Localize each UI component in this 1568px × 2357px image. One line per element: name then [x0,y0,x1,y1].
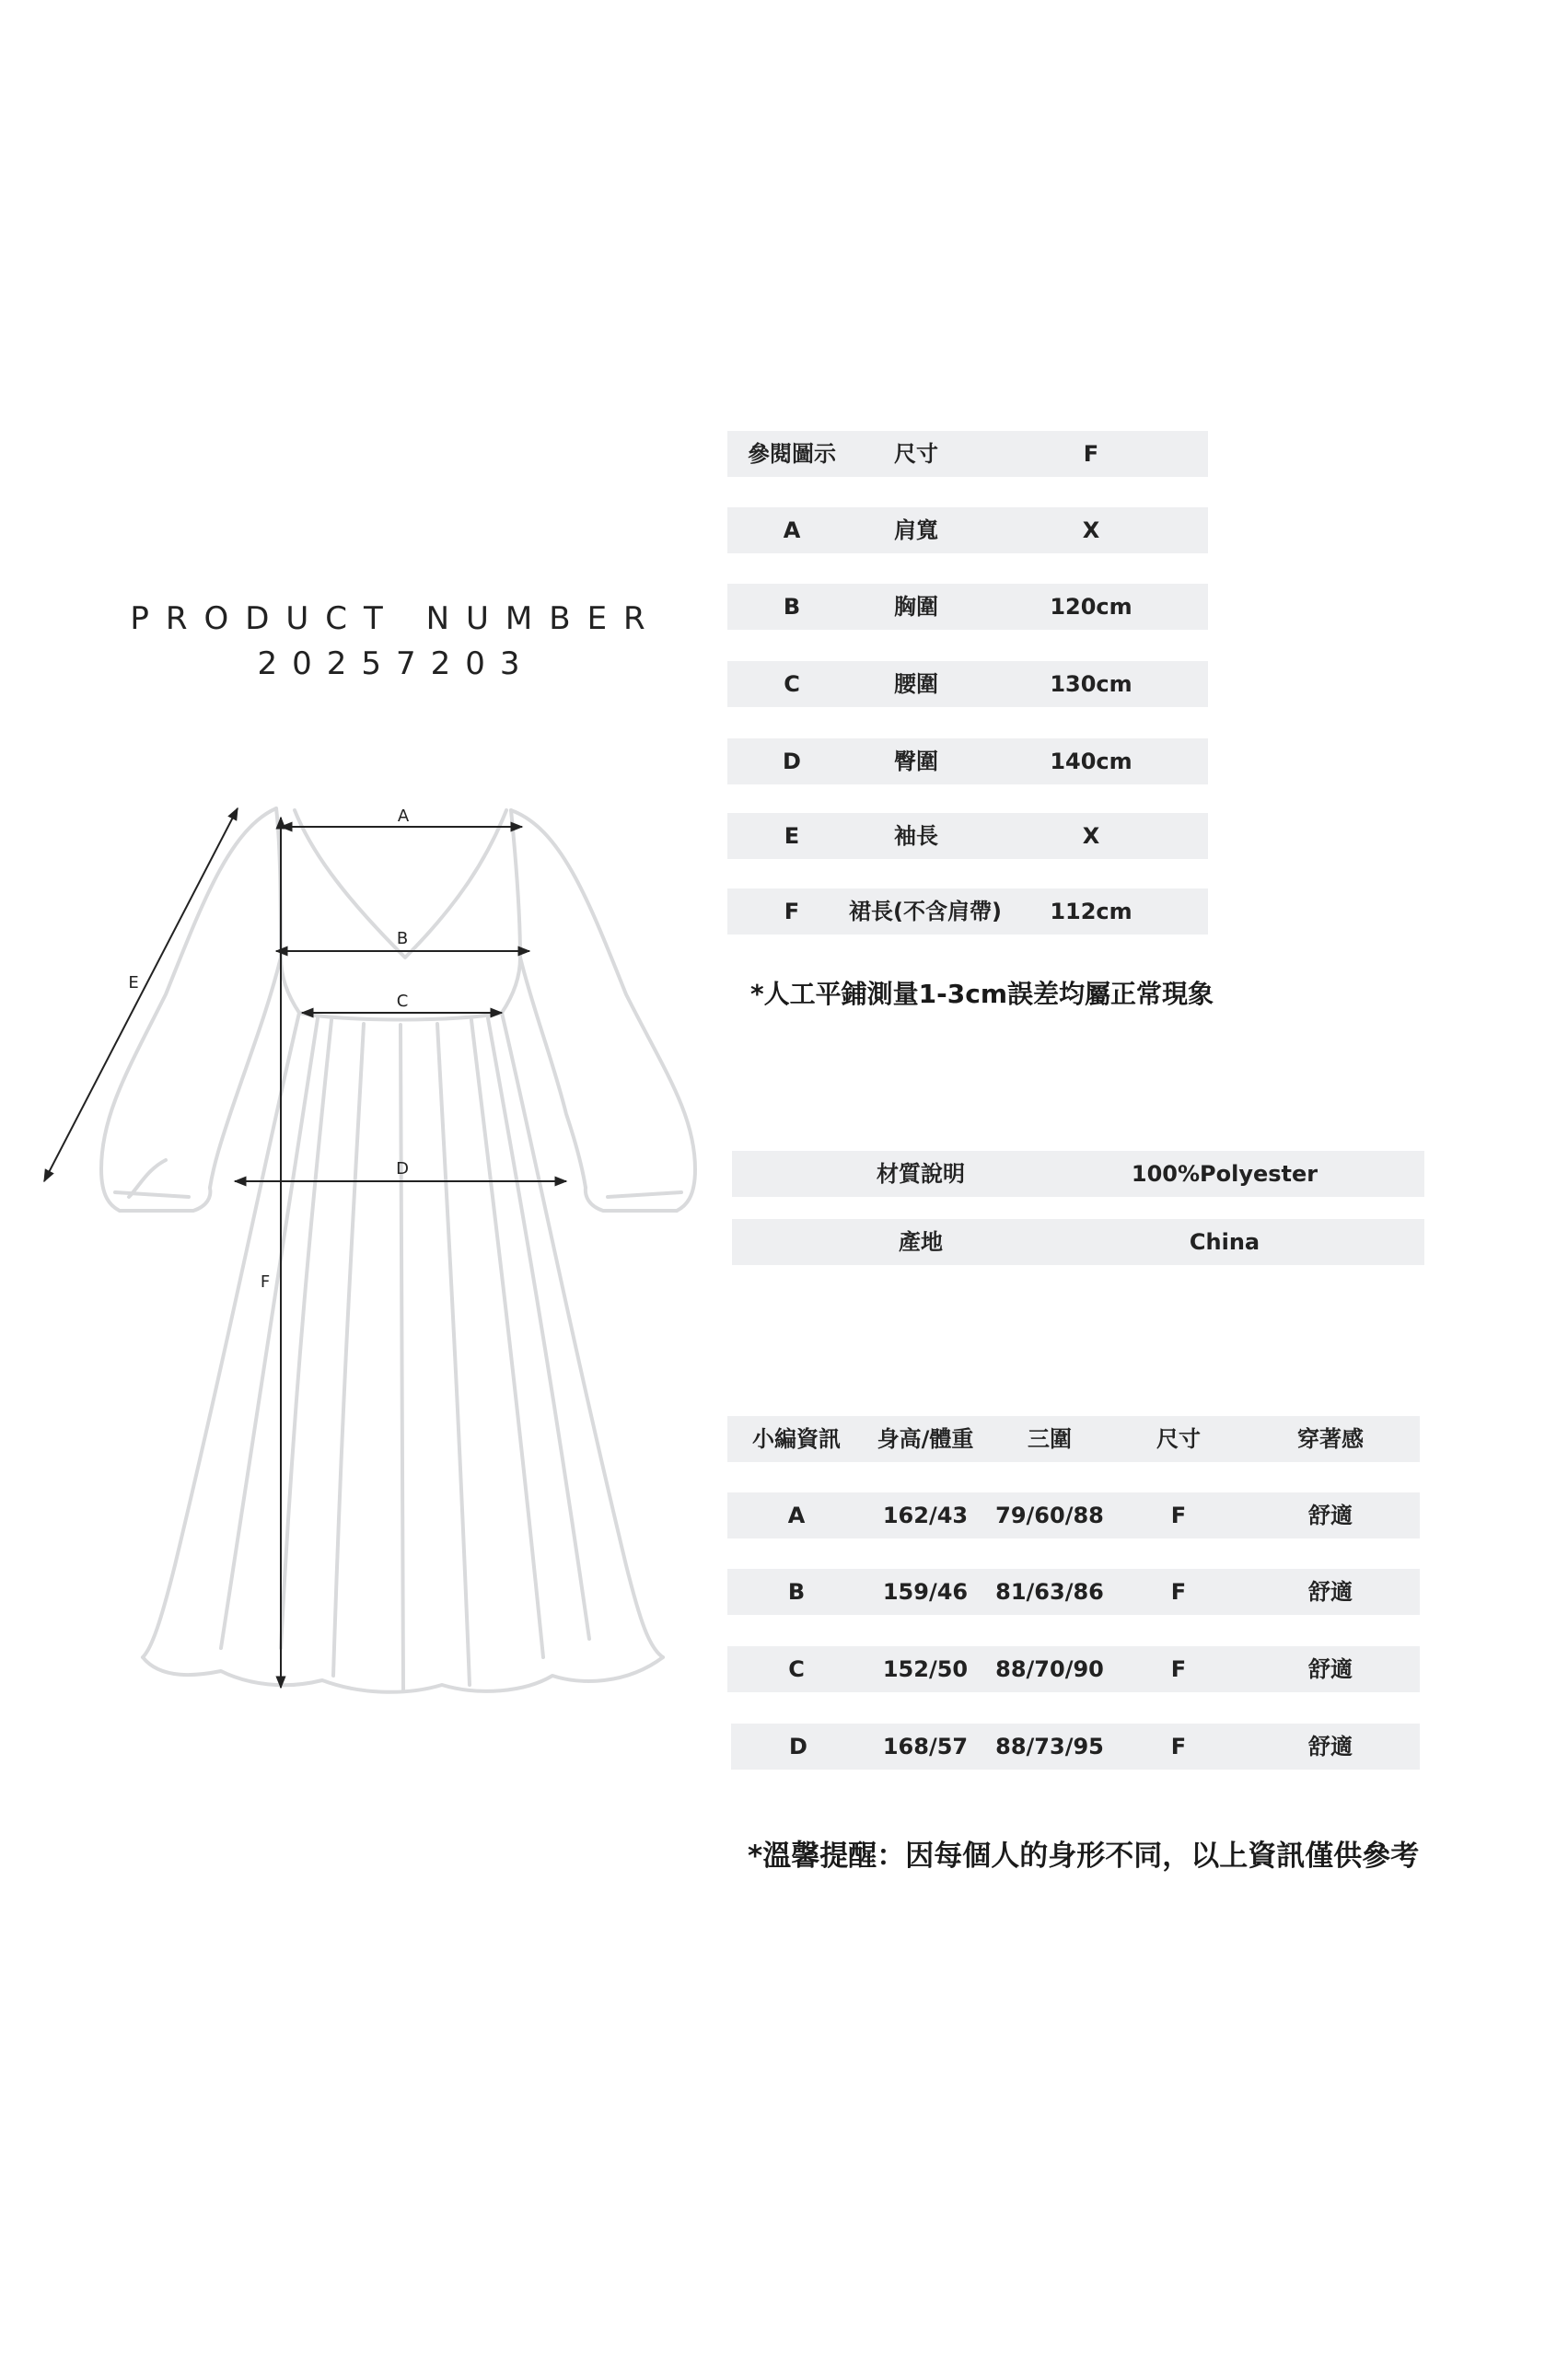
row-size: F [1170,1734,1187,1759]
label-e: E [128,973,139,993]
row-hw: 159/46 [882,1579,969,1605]
table-row [727,507,1208,553]
table-row [727,1569,1420,1615]
origin-label: 產地 [899,1229,943,1255]
row-ref: F [784,899,800,924]
table-row [732,1151,1424,1197]
row-bwh: 81/63/86 [995,1579,1104,1605]
product-number-value: 20257203 [257,645,535,682]
row-hw: 168/57 [882,1734,969,1759]
product-number-label: PRODUCT NUMBER [130,600,662,637]
row-ref: A [783,517,801,543]
size-table [727,431,1208,937]
table-row [727,888,1208,935]
table-row [727,738,1208,784]
row-ref: E [784,823,800,849]
label-d: D [396,1159,409,1178]
row-size: 肩寬 [894,517,938,543]
row-fit: 舒適 [1308,1579,1353,1605]
table-row [731,1724,1420,1770]
row-bwh: 79/60/88 [995,1503,1104,1528]
row-ref: D [783,749,801,774]
label-c: C [396,992,409,1011]
size-table-header [727,431,1208,477]
material-table [732,1151,1424,1271]
row-size: 袖長 [894,823,938,849]
reminder-note: *溫馨提醒：因每個人的身形不同，以上資訊僅供參考 [748,1840,1420,1873]
row-info: C [788,1656,805,1682]
arrow-e [44,808,238,1181]
header-ref: 參閱圖示 [748,441,836,467]
table-row [727,1492,1420,1538]
label-a: A [397,807,410,826]
dress-diagram [0,0,737,1749]
table-row [727,584,1208,630]
row-fit: 舒適 [1308,1734,1353,1759]
row-ref: B [783,594,801,620]
row-size: 裙長(不含肩帶) [849,899,1002,924]
model-table [727,1416,1420,1771]
header-size: 尺寸 [1156,1426,1201,1452]
row-fit: 舒適 [1308,1656,1353,1682]
row-hw: 162/43 [882,1503,969,1528]
header-hw: 身高/體重 [877,1426,974,1452]
header-value: F [1083,441,1099,467]
table-row [727,813,1208,859]
row-value: X [1082,823,1100,849]
row-size: 胸圍 [894,594,938,620]
label-f: F [260,1272,271,1292]
row-hw: 152/50 [882,1656,969,1682]
row-info: B [787,1579,806,1605]
row-info: A [787,1503,806,1528]
row-size: F [1170,1503,1187,1528]
header-fit: 穿著感 [1297,1426,1364,1452]
row-bwh: 88/73/95 [995,1734,1104,1759]
header-bwh: 三圍 [1028,1426,1072,1452]
measure-arrows [44,808,566,1688]
row-value: 130cm [1050,671,1132,697]
measurement-note: *人工平鋪測量1-3cm誤差均屬正常現象 [750,979,1214,1009]
row-size: F [1170,1579,1187,1605]
row-size: 臀圍 [894,749,938,774]
row-value: X [1082,517,1100,543]
header-info: 小編資訊 [752,1426,841,1452]
row-fit: 舒適 [1308,1503,1353,1528]
table-row [727,1646,1420,1692]
label-b: B [396,929,409,948]
row-bwh: 88/70/90 [995,1656,1104,1682]
row-info: D [789,1734,807,1759]
origin-value: China [1189,1229,1260,1255]
row-value: 112cm [1050,899,1132,924]
row-ref: C [784,671,800,697]
material-value: 100%Polyester [1131,1161,1318,1187]
row-value: 120cm [1050,594,1132,620]
model-table-header [727,1416,1420,1462]
row-value: 140cm [1050,749,1132,774]
table-row [727,661,1208,707]
header-size: 尺寸 [894,441,938,467]
row-size: 腰圍 [894,671,938,697]
table-row [732,1219,1424,1265]
row-size: F [1170,1656,1187,1682]
material-label: 材質說明 [877,1161,965,1187]
